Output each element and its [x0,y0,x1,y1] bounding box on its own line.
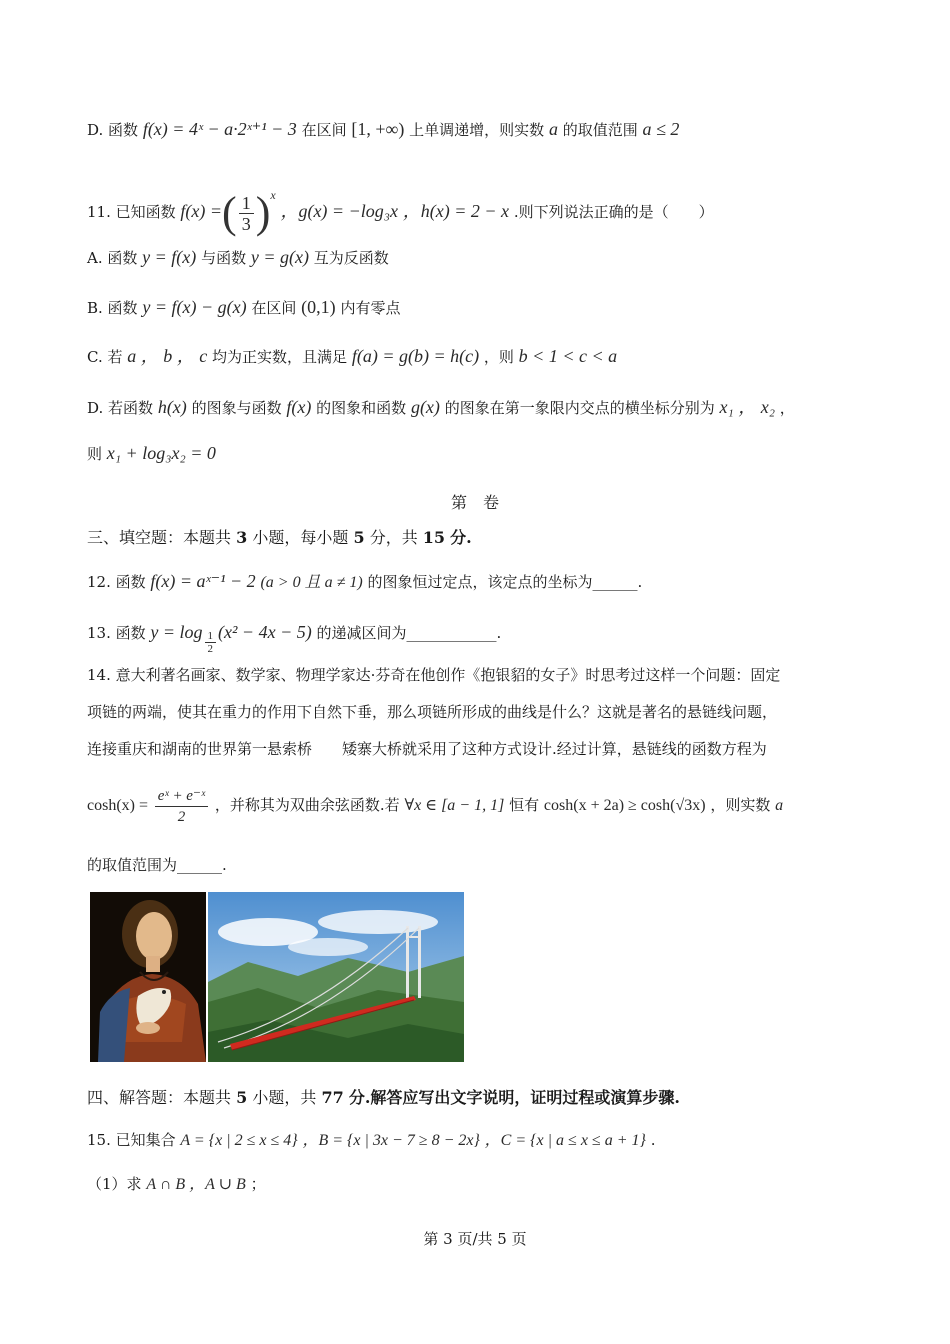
q14-forall: ∀x ∈ [a − 1, 1] [404,797,505,814]
painting-illustration [90,892,206,1062]
q14-line2: 项链的两端，使其在重力的作用下自然下垂，那么项链所形成的曲线是什么？这就是著名的悬链线问题， [87,703,778,721]
q11-option-a [87,246,389,269]
part3-heading-b: 小题，每小题 [252,528,349,547]
q11-a-text3: 互为反函数 [313,249,389,267]
q11-d-h: h(x) [157,397,187,417]
q11-stem-prefix: 11. 已知函数 [87,203,176,221]
q15-part1-expr: A ∩ B ，A ∪ B [146,1176,246,1193]
q11-d-text3: 的图象和函数 [316,399,407,417]
page-footer: 第 3 页/共 5 页 [423,1230,527,1248]
q14-tail-var: a [775,797,784,814]
q11-fraction [239,193,254,234]
q11-b-expr: y = f(x) − g(x) [142,297,247,317]
q10-option-d [87,118,679,141]
q12-text: 的图象恒过定点，该定点的坐标为______. [367,573,643,591]
q11-d-text5: ， [779,399,795,417]
q14-body [87,657,867,768]
q15-label: 15. 已知集合 [87,1131,176,1149]
q14-line5: 的取值范围为______. [87,856,227,874]
q15-set-b: ，B = {x | 3x − 7 ≥ 8 − 2x} [302,1132,480,1149]
section-heading: 第 卷 [450,493,499,512]
part3-heading-d: 分. [450,528,472,547]
q14-line3: 连接重庆和湖南的世界第一悬索桥 矮寨大桥就采用了这种方式设计.经过计算，悬链线的函数方程为 [87,740,767,758]
q11-a-g: y = g(x) [250,247,309,267]
q15 [87,1129,655,1152]
q11-b-text3: 内有零点 [340,299,401,317]
q13-label: 13. 函数 [87,624,146,642]
aizhai-bridge-photo [208,892,464,1062]
q11-d-conclusion-line [87,442,216,465]
q11-d-text2: 的图象与函数 [191,399,282,417]
q12-cond: (a > 0 且 a ≠ 1) [260,574,363,591]
q11-h-def: ，h(x) = 2 − x [402,201,510,221]
q12-formula: f(x) = aˣ⁻¹ − 2 [150,571,256,591]
q11-option-b [87,296,400,319]
q11-b-text2: 在区间 [251,299,297,317]
part3-heading-n: 3 [236,528,248,547]
q15-part1 [87,1173,266,1196]
q10-d-tail2: 的取值范围 [562,121,638,139]
q14-cosh-lhs: cosh(x) = [87,797,149,814]
part4-heading-a: 四、解答题：本题共 [87,1088,232,1107]
q13-text: 的递减区间为____________. [316,624,502,642]
q11-a-text1: A. 函数 [87,249,138,267]
q11-b-interval: (0,1) [301,297,336,317]
q13-formula-lhs: y = log [150,622,203,642]
q14-cosh-num: eˣ + e⁻ˣ [155,786,208,807]
q12-label: 12. 函数 [87,573,146,591]
q10-d-tail: 上单调递增，则实数 [409,121,545,139]
q11-c-text2: 均为正实数，且满足 [212,348,348,366]
q15-set-a: A = {x | 2 ≤ x ≤ 4} [180,1132,298,1149]
part4-heading [87,1087,680,1109]
q11-option-d [87,396,795,419]
part3-heading-t: 15 [422,528,446,547]
q13-base-den: 2 [207,643,214,655]
q11-d-g: g(x) [410,397,440,417]
q11-f-lhs: f(x) = [180,201,223,221]
part3-heading [87,527,472,549]
q11-fraction-den: 3 [241,213,251,234]
q13-formula-rhs: (x² − 4x − 5) [218,622,312,642]
q14-cosh-den: 2 [177,808,186,825]
q11-stem: 11. 已知函数 f(x) =( $\frac{1}{3}$ )$^x$ ，g(x) = −log₃x ，h(x) = 2 − x .则下列说法正确的是（ ） [87,188,714,237]
q10-d-formula: f(x) = 4ˣ − a·2ˣ⁺¹ − 3 [142,119,297,139]
part3-heading-a: 三、填空题：本题共 [87,528,232,547]
q11-a-text2: 与函数 [201,249,247,267]
bridge-illustration [208,892,464,1062]
q15-end: . [650,1131,656,1149]
q11-f-exp: x [270,188,276,202]
q11-fraction-num: 1 [239,193,254,214]
q14-formula-line [87,780,783,831]
q13-log-base [205,630,217,655]
q11-c-text3: ，则 [483,348,514,366]
q15-part1-end: ； [250,1175,266,1193]
q11-d-text4: 的图象在第一象限内交点的横坐标分别为 [444,399,715,417]
q11-d-text1: D. 若函数 [87,399,154,417]
q11-b-text1: B. 函数 [87,299,138,317]
q14-mid-text: ，并称其为双曲余弦函数.若 [214,796,400,814]
q11-c-cond: f(a) = g(b) = h(c) [351,346,480,366]
part3-heading-s: 5 [353,528,365,547]
q11-d-conclusion: x₁ + log₃x₂ = 0 [106,443,216,463]
q15-part1-label: （1）求 [87,1175,142,1193]
q13 [87,612,501,655]
lady-with-ermine-painting [90,892,206,1062]
q11-g-def: ，g(x) = −log₃x [280,201,398,221]
q11-c-vars: a ， b ， c [127,346,208,366]
q14-tail: ，则实数 [710,796,771,814]
q11-stem-suffix: .则下列说法正确的是（ ） [513,203,714,221]
q13-base-num: 1 [205,630,217,643]
q11-c-result: b < 1 < c < a [518,346,618,366]
q14-always: 恒有 [509,796,540,814]
part4-heading-c: 分.解答应写出文字说明，证明过程或演算步骤. [348,1088,680,1107]
q10-d-var: a [548,119,558,139]
q10-d-mid: 在区间 [301,121,347,139]
q10-d-interval: [1, +∞) [351,119,405,139]
q11-d-conclusion-prefix: 则 [87,445,103,463]
q15-set-c: ，C = {x | a ≤ x ≤ a + 1} [484,1132,646,1149]
q14-cosh-fraction [155,786,208,827]
part4-heading-n: 5 [236,1088,248,1107]
q14-ineq: cosh(x + 2a) ≥ cosh(√3x) [543,797,706,814]
q11-a-f: y = f(x) [142,247,197,267]
q11-option-c [87,345,617,368]
q10-d-label: D. 函数 [87,121,139,139]
q11-d-f: f(x) [286,397,312,417]
part3-heading-c: 分，共 [369,528,418,547]
q11-c-text1: C. 若 [87,348,123,366]
q12 [87,570,642,594]
q11-d-x: x₁ ， x₂ [719,397,775,417]
part4-heading-b: 小题，共 [252,1088,317,1107]
q14-line1: 14. 意大利著名画家、数学家、物理学家达·芬奇在他创作《抱银貂的女子》时思考过这样一个问题：固定 [87,666,781,684]
q10-d-range: a ≤ 2 [642,119,680,139]
part4-heading-t: 77 [321,1088,344,1107]
